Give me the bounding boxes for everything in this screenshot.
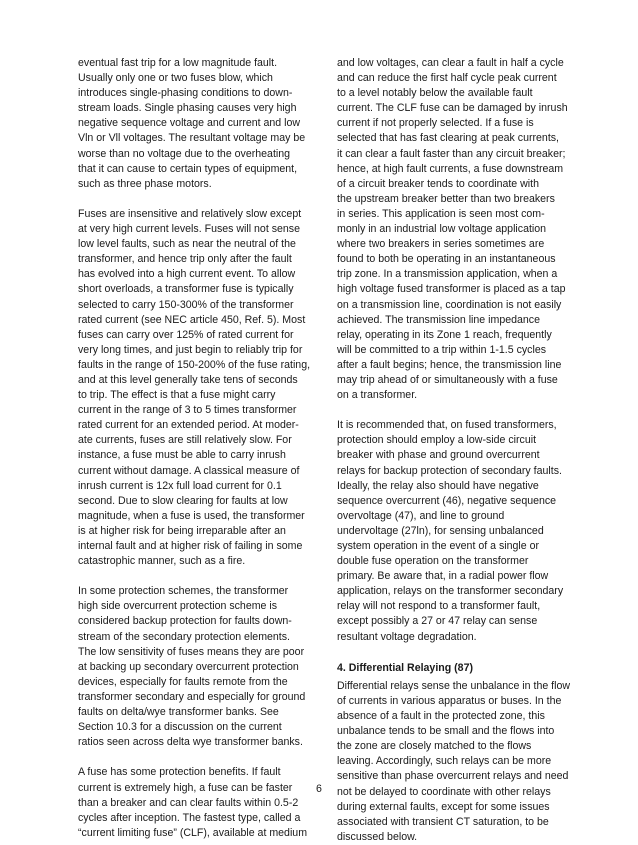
- text-line: application, relays on the transformer secondary: [337, 585, 564, 598]
- right-column: [337, 56, 573, 845]
- text-line: cycles after inception. The fastest type, called a: [78, 811, 301, 824]
- text-line: it can clear a fault faster than any circuit breaker;: [337, 147, 566, 160]
- text-line: at very high current levels. Fuses will not sense: [78, 223, 300, 236]
- paragraph: [78, 207, 314, 569]
- text-line: hence, at high fault currents, a fuse downstream: [337, 162, 564, 175]
- paragraph-gap: [78, 192, 314, 207]
- left-column: [78, 56, 314, 841]
- text-line: inrush current is 12x full load current for 0.1: [78, 479, 282, 492]
- text-line: “current limiting fuse” (CLF), available at medium: [78, 826, 308, 839]
- text-line: except possibly a 27 or 47 relay can sense: [337, 615, 538, 628]
- paragraph: [337, 418, 573, 644]
- text-line: and low voltages, can clear a fault in half a cycle: [337, 57, 564, 69]
- text-line: The low sensitivity of fuses means they are poor: [78, 645, 305, 658]
- text-line: to a level notably below the available fault: [337, 87, 533, 100]
- text-line: worse than no voltage due to the overheating: [78, 147, 291, 160]
- text-line: Differential relays sense the unbalance in the flow: [337, 679, 571, 692]
- text-line: than a breaker and can clear faults within 0.5-2: [78, 796, 299, 809]
- text-line: magnitude, when a fuse is used, the transformer: [78, 509, 305, 522]
- text-line: and can reduce the first half cycle peak current: [337, 72, 557, 85]
- text-line: Section 10.3 for a discussion on the current: [78, 721, 282, 734]
- page-number: 6: [316, 783, 322, 795]
- text-line: not be delayed to coordinate with other relays: [337, 785, 551, 798]
- text-line: overvoltage (47), and line to ground: [337, 509, 505, 522]
- text-line: associated with transient CT saturation, to be: [337, 815, 549, 828]
- text-line: found to both be operating in an instantaneous: [337, 253, 556, 266]
- text-line: relays for backup protection of secondary faults.: [337, 464, 562, 477]
- text-line: eventual fast trip for a low magnitude fault.: [78, 57, 278, 69]
- text-line: selected to carry 150-300% of the transformer: [78, 298, 294, 311]
- text-line: rated current for an extended period. At moder-: [78, 419, 299, 432]
- text-line: achieved. The transmission line impedance: [337, 313, 540, 326]
- text-line: ratios seen across delta wye transformer banks.: [78, 736, 303, 749]
- text-line: selected that has fast clearing at peak currents,: [337, 132, 560, 145]
- text-line: and at this level generally take tens of seconds: [78, 373, 298, 386]
- text-line: unbalance tends to be small and the flows into: [337, 725, 555, 738]
- text-line: such as three phase motors.: [78, 177, 212, 190]
- text-line: It is recommended that, on fused transformers,: [337, 419, 557, 432]
- text-line: instance, a fuse must be able to carry inrush: [78, 449, 286, 462]
- text-line: monly in an industrial low voltage application: [337, 223, 547, 236]
- text-line: protection should employ a low-side circuit: [337, 434, 537, 447]
- text-line: undervoltage (27ln), for sensing unbalanced: [337, 524, 544, 537]
- text-line: faults on delta/wye transformer banks. See: [78, 706, 279, 719]
- text-line: on a transformer.: [337, 389, 418, 402]
- text-line: Ideally, the relay also should have negative: [337, 479, 539, 492]
- text-line: the upstream breaker better than two breakers: [337, 192, 555, 205]
- text-line: double fuse operation on the transformer: [337, 555, 529, 568]
- paragraph-gap: [78, 750, 314, 765]
- text-line: high side overcurrent protection scheme is: [78, 600, 278, 613]
- paragraph: [337, 679, 573, 845]
- paragraph: [78, 56, 314, 192]
- text-line: absence of a fault in the protected zone, this: [337, 710, 545, 723]
- text-line: has evolved into a high current event. To allow: [78, 268, 296, 281]
- text-line: may trip ahead of or simultaneously with a fuse: [337, 373, 558, 386]
- text-line: stream of the secondary protection elements.: [78, 630, 290, 643]
- paragraph: [337, 56, 573, 403]
- paragraph-gap: [337, 403, 573, 418]
- text-line: after a fault begins; hence, the transmission line: [337, 358, 562, 371]
- text-line: of a circuit breaker tends to coordinate with: [337, 177, 539, 190]
- text-line: the zone are closely matched to the flows: [337, 740, 532, 753]
- text-line: stream loads. Single phasing causes very high: [78, 102, 297, 115]
- text-line: to trip. The effect is that a fuse might carry: [78, 389, 276, 402]
- paragraph-gap: [78, 569, 314, 584]
- text-line: very long times, and just begin to reliably trip for: [78, 343, 303, 356]
- text-line: introduces single-phasing conditions to down-: [78, 87, 293, 100]
- text-line: system operation in the event of a single or: [337, 540, 539, 552]
- text-line: considered backup protection for faults down-: [78, 615, 292, 628]
- paragraph: [78, 765, 314, 840]
- text-line: of currents in various apparatus or buses. In the: [337, 694, 562, 707]
- text-line: transformer secondary and especially for ground: [78, 690, 306, 703]
- text-line: sequence overcurrent (46), negative sequence: [337, 494, 557, 507]
- text-line: primary. Be aware that, in a radial power flow: [337, 570, 549, 583]
- paragraph: [78, 584, 314, 750]
- text-line: Usually only one or two fuses blow, which: [78, 72, 273, 85]
- text-line: is at higher risk for being irreparable after an: [78, 524, 286, 537]
- text-line: current if not properly selected. If a fuse is: [337, 117, 534, 130]
- text-line: fuses can carry over 125% of rated current for: [78, 328, 294, 341]
- text-line: on a transmission line, coordination is not easily: [337, 298, 562, 311]
- text-line: current without damage. A classical measure of: [78, 464, 300, 477]
- text-line: catastrophic manner, such as a fire.: [78, 555, 246, 568]
- text-line: relay, operating in its Zone 1 reach, frequently: [337, 328, 552, 341]
- text-line: internal fault and at higher risk of failing in some: [78, 540, 303, 552]
- text-line: current is extremely high, a fuse can be faster: [78, 781, 293, 794]
- text-line: faults in the range of 150-200% of the fuse rating,: [78, 358, 311, 371]
- text-line: where two breakers in series sometimes are: [337, 238, 545, 251]
- text-line: trip zone. In a transmission application, when a: [337, 268, 558, 281]
- text-line: breaker with phase and ground overcurrent: [337, 449, 540, 462]
- text-line: negative sequence voltage and current and low: [78, 117, 301, 130]
- text-line: rated current (see NEC article 450, Ref. 5). Most: [78, 313, 306, 326]
- text-line: resultant voltage degradation.: [337, 630, 477, 643]
- text-line: Fuses are insensitive and relatively slow except: [78, 207, 302, 220]
- text-line: at backing up secondary overcurrent protection: [78, 660, 299, 673]
- text-line: will be committed to a trip within 1-1.5 cycles: [337, 343, 547, 356]
- text-line: transformer, and hence trip only after the fault: [78, 253, 292, 266]
- text-line: second. Due to slow clearing for faults at low: [78, 494, 288, 507]
- text-line: high voltage fused transformer is placed as a tap: [337, 283, 566, 296]
- paragraph-gap: [337, 645, 573, 660]
- text-line: A fuse has some protection benefits. If fault: [78, 766, 281, 779]
- section-heading: 4. Differential Relaying (87): [337, 661, 473, 674]
- text-line: current in the range of 3 to 5 times transformer: [78, 404, 297, 417]
- text-line: In some protection schemes, the transformer: [78, 585, 289, 598]
- text-line: devices, especially for faults remote from the: [78, 675, 288, 688]
- text-line: sensitive than phase overcurrent relays and need: [337, 770, 569, 783]
- text-line: leaving. Accordingly, such relays can be more: [337, 755, 552, 768]
- text-line: during external faults, except for some issues: [337, 800, 550, 813]
- text-line: current. The CLF fuse can be damaged by inrush: [337, 102, 568, 115]
- text-line: relay will not respond to a transformer fault,: [337, 600, 541, 613]
- text-line: that it can cause to certain types of equipment,: [78, 162, 298, 175]
- text-line: Vln or Vll voltages. The resultant voltage may be: [78, 132, 306, 145]
- text-line: short overloads, a transformer fuse is typically: [78, 283, 294, 296]
- text-line: low level faults, such as near the neutral of the: [78, 238, 296, 251]
- text-line: ate currents, fuses are still relatively slow. For: [78, 434, 292, 447]
- text-line: discussed below.: [337, 830, 418, 843]
- text-line: in series. This application is seen most com-: [337, 207, 545, 220]
